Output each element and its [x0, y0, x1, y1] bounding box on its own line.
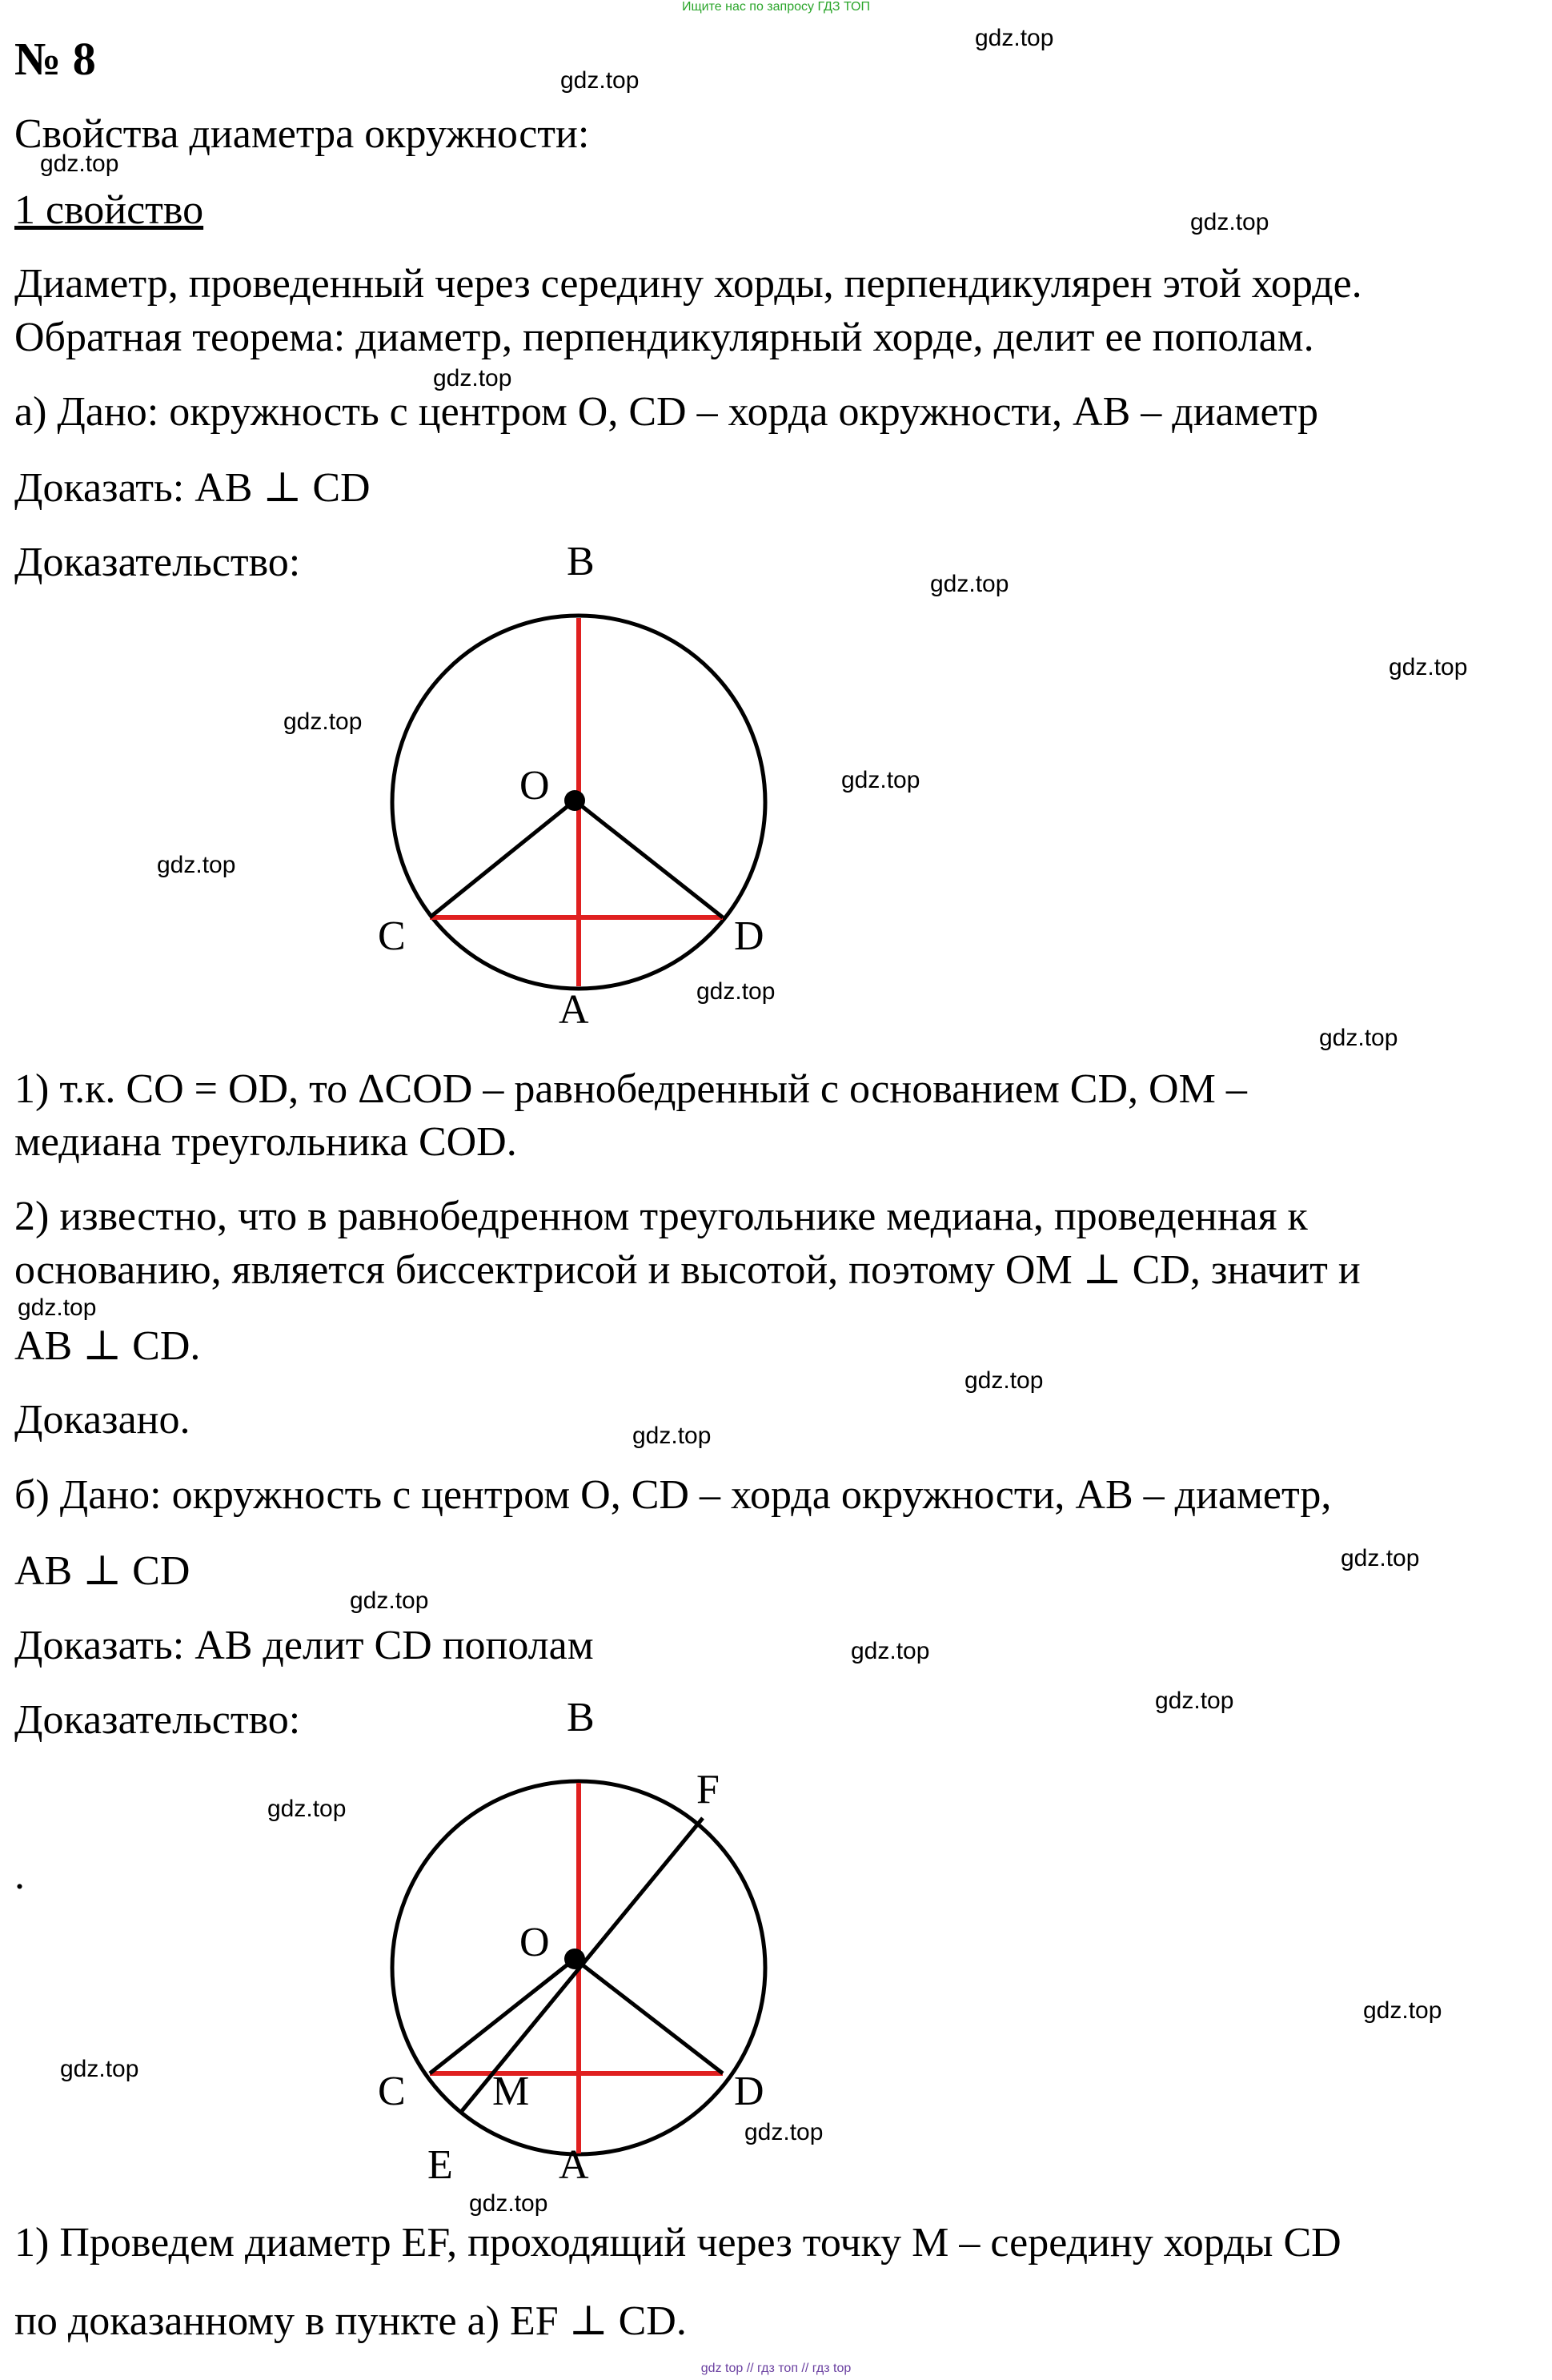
stray-dot: . [14, 1852, 25, 1898]
watermark: gdz.top [1341, 1545, 1420, 1571]
proof-b-step1: 1) Проведем диаметр EF, проходящий через точку M – середину хорды CD [14, 2220, 1341, 2266]
label-d-2: D [734, 2069, 764, 2114]
label-b-1: B [567, 539, 595, 584]
segment-od-2 [575, 1959, 723, 2073]
proven-a: Доказано. [14, 1397, 190, 1443]
watermark: gdz.top [964, 1367, 1044, 1394]
label-e-2: E [427, 2142, 453, 2188]
center-point-2 [564, 1949, 585, 1969]
watermark: gdz.top [851, 1638, 930, 1664]
text-line: Обратная теорема: диаметр, перпендикулярный хорде, делит ее пополам. [14, 315, 1314, 360]
label-m-2: M [492, 2069, 530, 2114]
watermark: gdz.top [60, 2056, 139, 2082]
label-o-1: O [519, 763, 550, 809]
watermark: gdz.top [1389, 654, 1468, 680]
proof-a-conclusion: AB ⊥ CD. [14, 1323, 201, 1369]
watermark: gdz.top [433, 365, 512, 391]
watermark: gdz.top [469, 2190, 548, 2217]
label-b-2: B [567, 1695, 595, 1740]
task-number: № 8 [14, 33, 96, 85]
watermark: gdz.top [975, 25, 1054, 51]
given-b-cont: AB ⊥ CD [14, 1548, 190, 1594]
footer-links[interactable]: gdz top // гдз топ // гдз top [700, 2362, 852, 2375]
label-d-1: D [734, 913, 764, 959]
label-a-2: A [559, 2142, 589, 2188]
watermark: gdz.top [267, 1796, 347, 1822]
segment-oc-2 [430, 1959, 575, 2073]
proof-a-step2: 2) известно, что в равнобедренном треугольнике медиана, проведенная к [14, 1194, 1308, 1239]
watermark: gdz.top [1190, 209, 1269, 235]
watermark: gdz.top [560, 67, 640, 94]
watermark: gdz.top [283, 708, 363, 735]
proof-a-step1-cont: медиана треугольника COD. [14, 1119, 517, 1165]
label-c-2: C [378, 2069, 406, 2114]
given-b: б) Дано: окружность с центром O, CD – хорда окружности, AB – диаметр, [14, 1472, 1332, 1518]
text-line: Диаметр, проведенный через середину хорды, перпендикулярен этой хорде. [14, 261, 1362, 307]
watermark: gdz.top [696, 978, 776, 1005]
watermark: gdz.top [350, 1587, 429, 1614]
label-a-1: A [559, 987, 589, 1033]
watermark: gdz.top [40, 151, 119, 177]
header-search-hint[interactable]: Ищите нас по запросу ГДЗ ТОП [682, 0, 870, 14]
proof-a-step2-cont: основанию, является биссектрисой и высотой, поэтому OM ⊥ CD, значит и [14, 1247, 1361, 1293]
section-heading: Свойства диаметра окружности: [14, 111, 590, 157]
proof-a-step1: 1) т.к. CO = OD, то ΔCOD – равнобедренный с основанием CD, OM – [14, 1066, 1247, 1112]
label-o-2: O [519, 1920, 550, 1965]
proof-a-heading: Доказательство: [14, 540, 301, 585]
watermark: gdz.top [18, 1294, 97, 1321]
watermark: gdz.top [632, 1423, 712, 1449]
watermark: gdz.top [1319, 1025, 1398, 1051]
watermark: gdz.top [1363, 1997, 1442, 2024]
proof-b-heading: Доказательство: [14, 1697, 301, 1743]
prove-a: Доказать: AB ⊥ CD [14, 465, 371, 511]
prove-b: Доказать: AB делит CD пополам [14, 1623, 594, 1668]
watermark: gdz.top [841, 767, 920, 793]
watermark: gdz.top [1155, 1688, 1234, 1714]
watermark: gdz.top [930, 571, 1009, 597]
proof-b-step1-cont: по доказанному в пункте а) EF ⊥ CD. [14, 2298, 687, 2344]
property-heading: 1 свойство [14, 187, 204, 233]
watermark: gdz.top [744, 2119, 824, 2145]
watermark: gdz.top [157, 852, 236, 878]
given-a: а) Дано: окружность с центром O, CD – хорда окружности, AB – диаметр [14, 389, 1318, 435]
label-c-1: C [378, 913, 406, 959]
label-f-2: F [696, 1767, 720, 1812]
